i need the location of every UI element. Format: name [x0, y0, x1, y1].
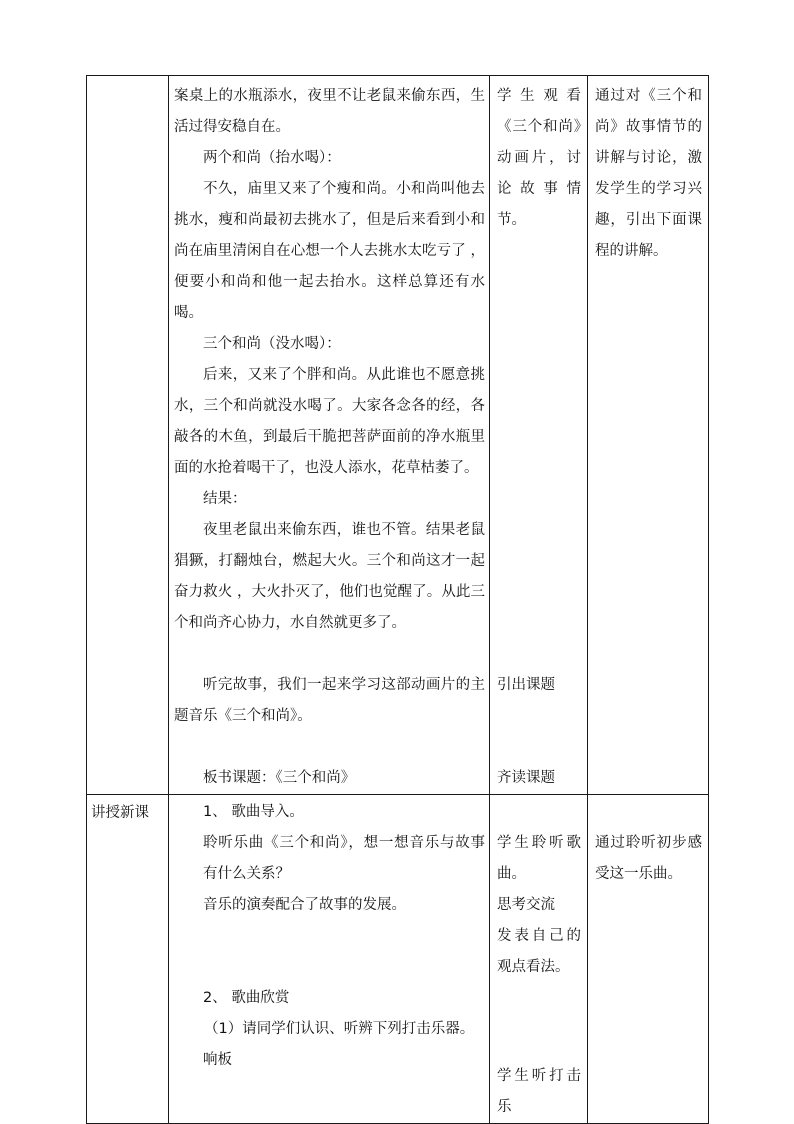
- section-label: 讲授新课: [91, 805, 149, 821]
- instrument-name: 响板: [203, 1052, 232, 1068]
- song-intro-answer: 音乐的演奏配合了故事的发展。: [203, 897, 406, 913]
- purpose-text: 通过聆听初步感受这一乐曲。: [595, 835, 702, 882]
- three-monks-text: 后来，又来了个胖和尚。从此谁也不愿意挑水，三个和尚就没水喝了。大家各念各的经，各敲各的木鱼，到最后干脆把菩萨面前的净水瓶里面的水抢着喝干了，也没人添水，花草枯萎了。: [174, 367, 485, 476]
- teaching-content-cell: [169, 76, 490, 795]
- lesson-plan-table: [86, 75, 709, 1124]
- student-watch-text: 学生观看《三个和尚》动画片，讨论故事情节。: [497, 88, 581, 228]
- design-purpose-cell: [588, 76, 709, 795]
- song-intro-question: 聆听乐曲《三个和尚》，想一想音乐与故事有什么关系？: [203, 835, 485, 882]
- two-monks-text: 不久，庙里又来了个瘦和尚。小和尚叫他去挑水，瘦和尚最初去挑水了，但是后来看到小和尚在庙里清闲自在心想一个人去挑水太吃亏了 ，便要小和尚和他一起去抬水。这样总算还有水喝。: [174, 181, 485, 321]
- two-monks-heading: 两个和尚（抬水喝）：: [203, 150, 341, 166]
- student-express-text: 发表自己的观点看法。: [497, 928, 581, 975]
- result-text: 夜里老鼠出来偷东西，谁也不管。结果老鼠猖獗，打翻烛台，燃起大火。三个和尚这才一起奋力救火 ，大火扑灭了，他们也觉醒了。从此三个和尚齐心协力，水自然就更多了。: [174, 522, 485, 631]
- student-activity-cell: [490, 795, 588, 1124]
- student-listen-text: 学生聆听歌曲。: [497, 835, 581, 882]
- lesson-row-new-lesson: [87, 795, 709, 1124]
- student-think-text: 思考交流: [497, 897, 555, 913]
- lesson-row-story: [87, 76, 709, 795]
- student-percussion-text: 学生听打击乐: [497, 1068, 581, 1115]
- student-read-text: 齐读课题: [497, 770, 555, 786]
- song-appreciation-title: 2、 歌曲欣赏: [203, 990, 290, 1006]
- three-monks-heading: 三个和尚（没水喝）：: [203, 336, 341, 352]
- student-lead-text: 引出课题: [497, 677, 555, 693]
- story-intro-text: 案桌上的水瓶添水，夜里不让老鼠来偷东西，生活过得安稳自在。: [174, 88, 485, 135]
- percussion-instruction: （1）请同学们认识、听辨下列打击乐器。: [204, 1021, 475, 1037]
- board-title-text: 板书课题：《三个和尚》: [203, 770, 356, 786]
- purpose-text: 通过对《三个和尚》故事情节的讲解与讨论，激发学生的学习兴趣，引出下面课程的讲解。: [595, 88, 702, 259]
- result-heading: 结果：: [203, 491, 247, 507]
- song-intro-title: 1、 歌曲导入。: [203, 804, 304, 820]
- section-cell: [87, 795, 169, 1124]
- section-label: [87, 76, 168, 79]
- after-story-text: 听完故事，我们一起来学习这部动画片的主题音乐《三个和尚》。: [174, 677, 485, 724]
- teaching-content-cell: [169, 795, 490, 1124]
- section-cell: [87, 76, 169, 795]
- design-purpose-cell: [588, 795, 709, 1124]
- student-activity-cell: [490, 76, 588, 795]
